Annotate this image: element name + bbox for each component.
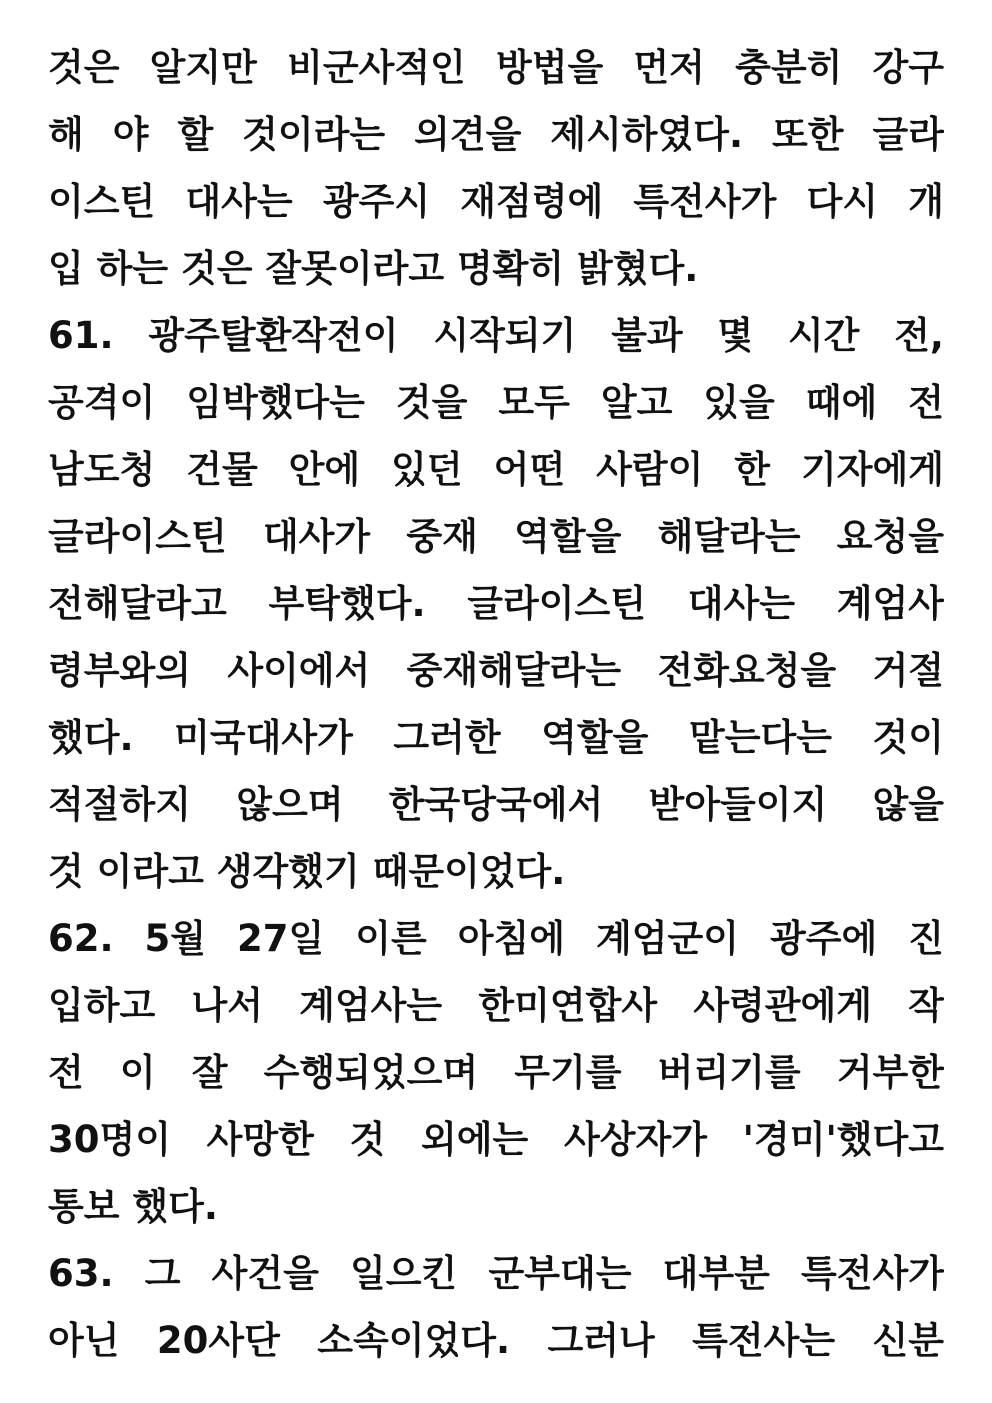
text-line: 62. 5월 27일 이른 아침에 계엄군이 광주에 진: [48, 917, 944, 960]
text-line: 것 이라고 생각했기 때문이었다.: [48, 850, 566, 893]
text-line: 령부와의 사이에서 중재해달라는 전화요청을 거절: [48, 649, 944, 692]
text-line: 30명이 사망한 것 외에는 사상자가 '경미'했다고: [48, 1118, 944, 1161]
document-page: [48, 34, 944, 1374]
text-line: 전 이 잘 수행되었으며 무기를 버리기를 거부한: [48, 1051, 944, 1094]
text-line: 적절하지 않으며 한국당국에서 받아들이지 않을: [48, 783, 944, 826]
text-line: 이스틴 대사는 광주시 재점령에 특전사가 다시 개: [48, 180, 944, 223]
text-line: 61. 광주탈환작전이 시작되기 불과 몇 시간 전,: [48, 314, 944, 357]
text-line: 63. 그 사건을 일으킨 군부대는 대부분 특전사가: [48, 1252, 944, 1295]
text-line: 통보 했다.: [48, 1185, 218, 1228]
text-line: 남도청 건물 안에 있던 어떤 사람이 한 기자에게: [48, 448, 944, 491]
text-line: 했다. 미국대사가 그러한 역할을 맡는다는 것이: [48, 716, 944, 759]
text-line: 것은 알지만 비군사적인 방법을 먼저 충분히 강구: [48, 46, 944, 89]
text-line: 해 야 할 것이라는 의견을 제시하였다. 또한 글라: [48, 113, 944, 156]
text-line: 입하고 나서 계엄사는 한미연합사 사령관에게 작: [48, 984, 944, 1027]
text-line: 글라이스틴 대사가 중재 역할을 해달라는 요청을: [48, 515, 944, 558]
text-line: 전해달라고 부탁했다. 글라이스틴 대사는 계엄사: [48, 582, 944, 625]
text-line: 입 하는 것은 잘못이라고 명확히 밝혔다.: [48, 247, 699, 290]
text-line: 공격이 임박했다는 것을 모두 알고 있을 때에 전: [48, 381, 944, 424]
text-line: 아닌 20사단 소속이었다. 그러나 특전사는 신분: [48, 1319, 944, 1362]
